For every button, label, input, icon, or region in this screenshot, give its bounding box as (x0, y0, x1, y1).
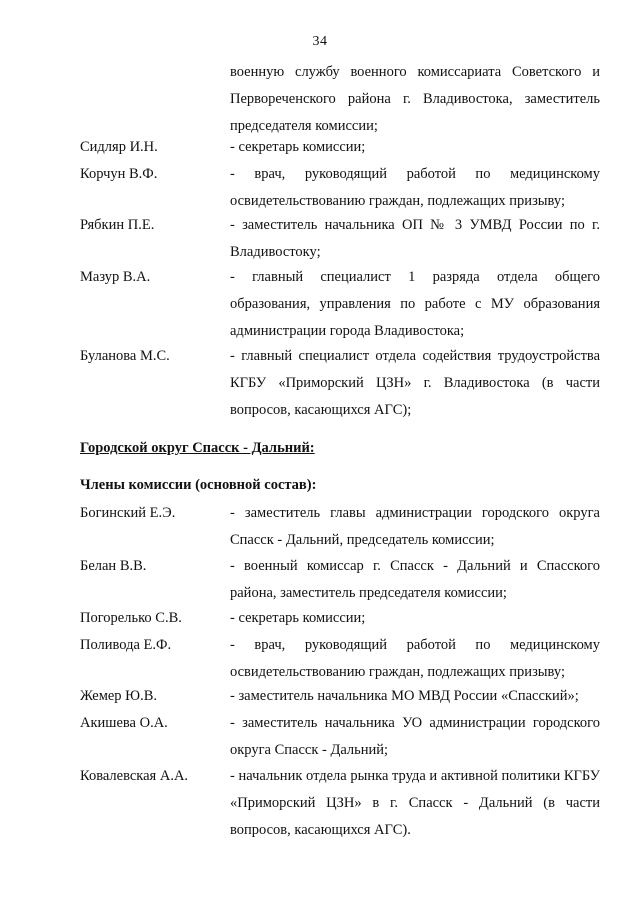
member-name: Ковалевская А.А. (80, 768, 189, 784)
member-name: Сидляр И.Н. (80, 139, 158, 155)
member-name: Акишева О.А. (80, 715, 168, 731)
member-role: - секретарь комиссии; (230, 610, 366, 626)
member-name: Поливода Е.Ф. (80, 637, 172, 653)
member-role: - заместитель начальника ОП № 3 УМВД России по г. Владивостоку; (230, 217, 600, 260)
member-role: - главный специалист 1 разряда отдела общего образования, управления по работе с МУ образования администрации города Владивостока; (230, 269, 600, 339)
section-title: Городской округ Спасск - Дальний: (80, 440, 315, 456)
member-name: Жемер Ю.В. (80, 688, 158, 704)
member-name: Мазур В.А. (80, 269, 151, 285)
member-name: Богинский Е.Э. (80, 505, 176, 521)
member-role: - заместитель начальника УО администрации городского округа Спасск - Дальний; (230, 715, 600, 758)
member-role: - врач, руководящий работой по медицинскому освидетельствованию граждан, подлежащих призыву; (230, 166, 600, 209)
member-role: - главный специалист отдела содействия трудоустройства КГБУ «Приморский ЦЗН» г. Владивостока (в части вопросов, касающихся АГС); (230, 348, 600, 418)
member-name: Буланова М.С. (80, 348, 170, 364)
member-role: - заместитель начальника МО МВД России «Спасский»; (230, 688, 579, 704)
member-name: Белан В.В. (80, 558, 147, 574)
member-role: - заместитель главы администрации городского округа Спасск - Дальний, председатель комиссии; (230, 505, 600, 548)
member-name: Корчун В.Ф. (80, 166, 158, 182)
member-name: Рябкин П.Е. (80, 217, 155, 233)
continuation-text: военную службу военного комиссариата Советского и Первореченского района г. Владивостока, заместитель председателя комиссии; (230, 64, 600, 134)
member-role: - врач, руководящий работой по медицинскому освидетельствованию граждан, подлежащих призыву; (230, 637, 600, 680)
member-name: Погорелько С.В. (80, 610, 182, 626)
page-number: 34 (312, 34, 328, 49)
member-role: - военный комиссар г. Спасск - Дальний и Спасского района, заместитель председателя комиссии; (230, 558, 600, 601)
member-role: - начальник отдела рынка труда и активной политики КГБУ «Приморский ЦЗН» в г. Спасск - Дальний (в части вопросов, касающихся АГС). (230, 768, 600, 838)
members-title: Члены комиссии (основной состав): (80, 477, 317, 493)
member-role: - секретарь комиссии; (230, 139, 366, 155)
